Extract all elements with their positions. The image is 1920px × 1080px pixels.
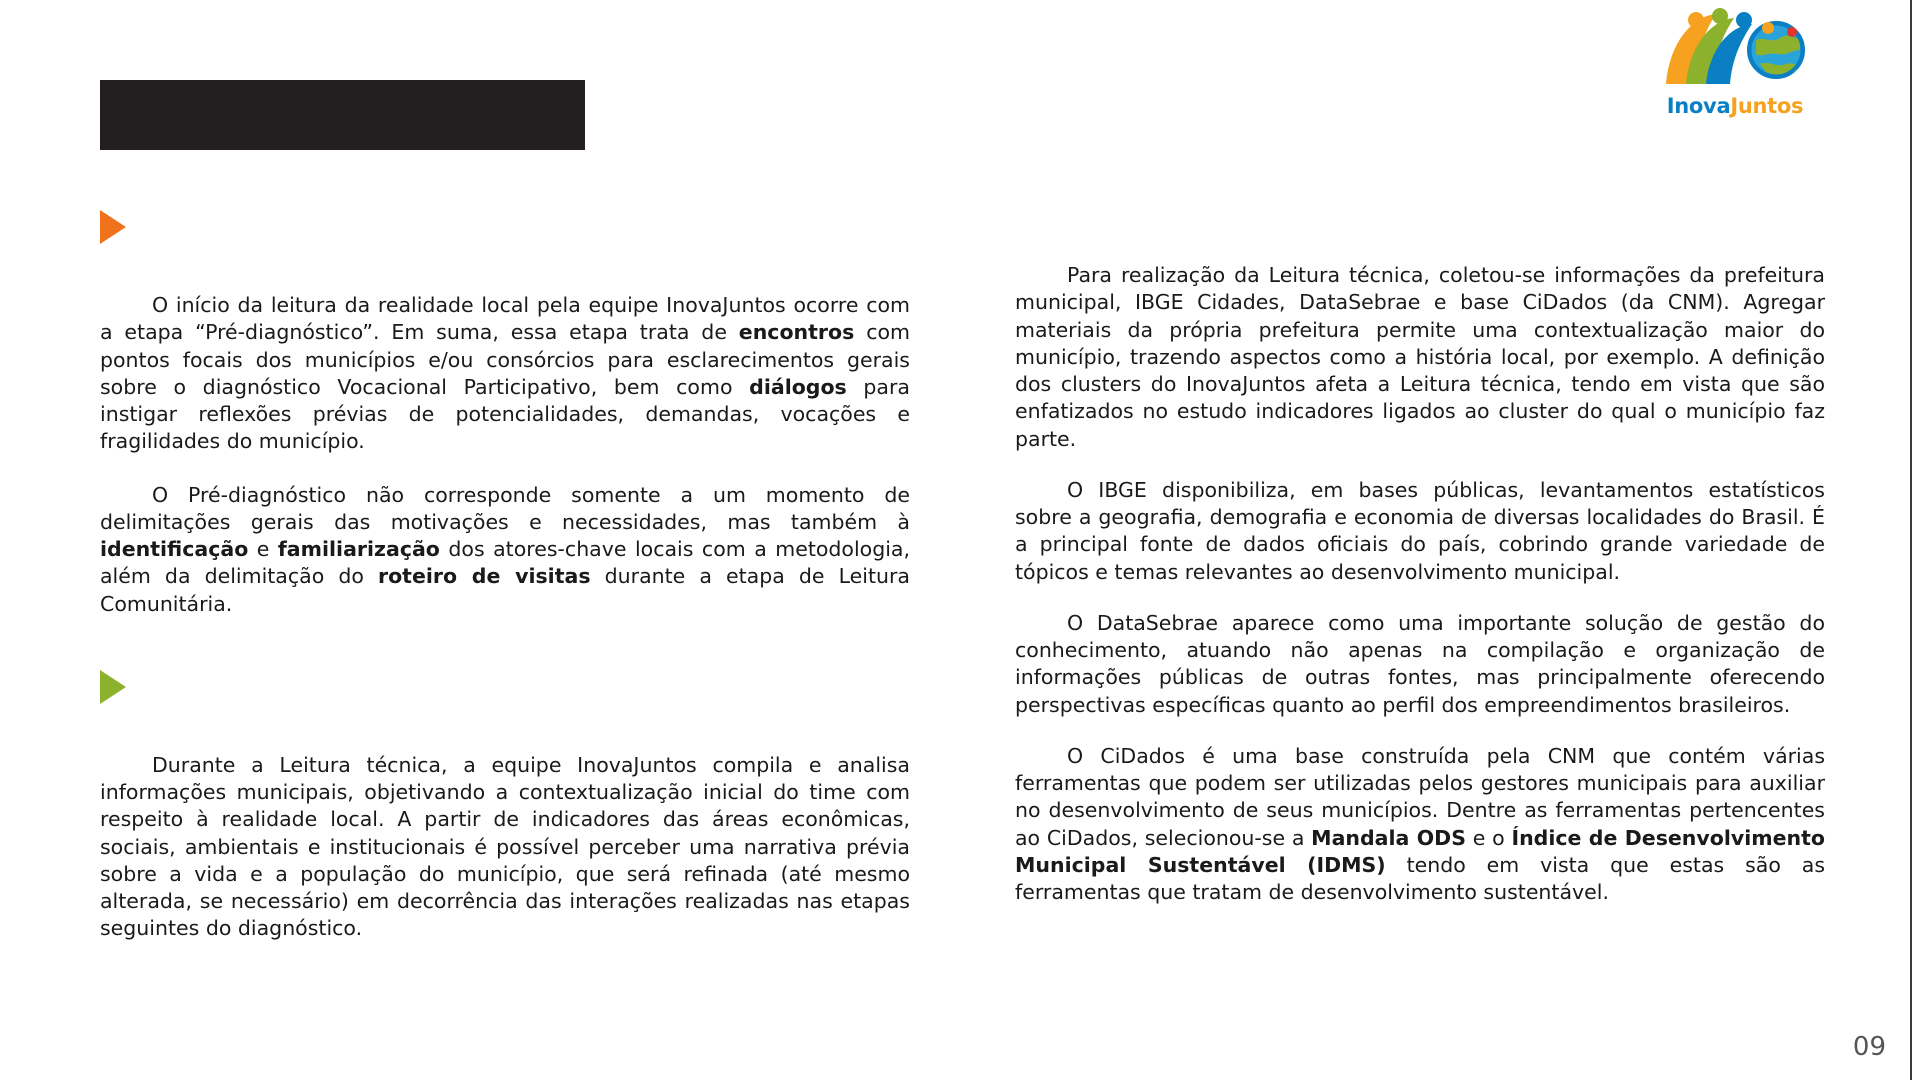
paragraph: O Pré-diagnóstico não corresponde somente a um momento de delimitações gerais das motivações e necessidades, mas também à identificação e familiarização dos atores-chave locais com a metodologia, além da delimitação do roteiro de visitas durante a etapa de Leitura Comunitária. xyxy=(100,482,910,616)
marker-green-icon xyxy=(100,670,126,704)
logo-wordmark xyxy=(1660,94,1810,118)
inovajuntos-logo xyxy=(1660,6,1810,131)
left-column xyxy=(100,210,910,969)
logo-mark-icon xyxy=(1660,6,1810,96)
paragraph: O CiDados é uma base construída pela CNM que contém várias ferramentas que podem ser utilizadas pelos gestores municipais para auxiliar no desenvolvimento de seus municípios. Dentre as ferramentas pertencentes ao CiDados, selecionou-se a Mandala ODS e o Índice de Desenvolvimento Municipal Sustentável (IDMS) tendo em vista que estas são as ferramentas que tratam de desenvolvimento sustentável. xyxy=(1015,743,1825,904)
paragraph: Para realização da Leitura técnica, coletou-se informações da prefeitura municipal, IBGE Cidades, DataSebrae e base CiDados (da CNM). Agregar materiais da própria prefeitura permite uma contextualização maior do município, trazendo aspectos como a história local, por exemplo. A definição dos clusters do InovaJuntos afeta a Leitura técnica, tendo em vista que são enfatizados no estudo indicadores ligados ao cluster do qual o município faz parte. xyxy=(1015,263,1825,451)
paragraph: O IBGE disponibiliza, em bases públicas, levantamentos estatísticos sobre a geografia, demografia e economia de diversas localidades do Brasil. É a principal fonte de dados oficiais do país, cobrindo grande variedade de tópicos e temas relevantes ao desenvolvimento municipal. xyxy=(1015,477,1825,584)
marker-orange-icon xyxy=(100,210,126,244)
logo-wordmark-inova: Inova xyxy=(1666,94,1731,118)
page-number: 09 xyxy=(1852,1032,1886,1062)
paragraph: O DataSebrae aparece como uma importante solução de gestão do conhecimento, atuando não apenas na compilação e organização de informações públicas de outras fontes, mas principalmente oferecendo perspectivas específicas quanto ao perfil dos empreendimentos brasileiros. xyxy=(1015,610,1825,717)
paragraph: O início da leitura da realidade local pela equipe InovaJuntos ocorre com a etapa “Pré-diagnóstico”. Em suma, essa etapa trata de encontros com pontos focais dos municípios e/ou consórcios para esclarecimentos gerais sobre o diagnóstico Vocacional Participativo, bem como diálogos para instigar reflexões prévias de potencialidades, demandas, vocações e fragilidades do município. xyxy=(100,293,910,454)
section-title-bar xyxy=(100,80,585,150)
paragraph: Durante a Leitura técnica, a equipe InovaJuntos compila e analisa informações municipais, objetivando a contextualização inicial do time com respeito à realidade local. A partir de indicadores das áreas econômicas, sociais, ambientais e institucionais é possível perceber uma narrativa prévia sobre a vida e a população do município, que será refinada (até mesmo alterada, se necessário) em decorrência das interações realizadas nas etapas seguintes do diagnóstico. xyxy=(100,752,910,941)
logo-wordmark-juntos: Juntos xyxy=(1730,94,1804,118)
page-edge-rule xyxy=(1910,0,1912,1080)
right-column xyxy=(1015,262,1825,930)
